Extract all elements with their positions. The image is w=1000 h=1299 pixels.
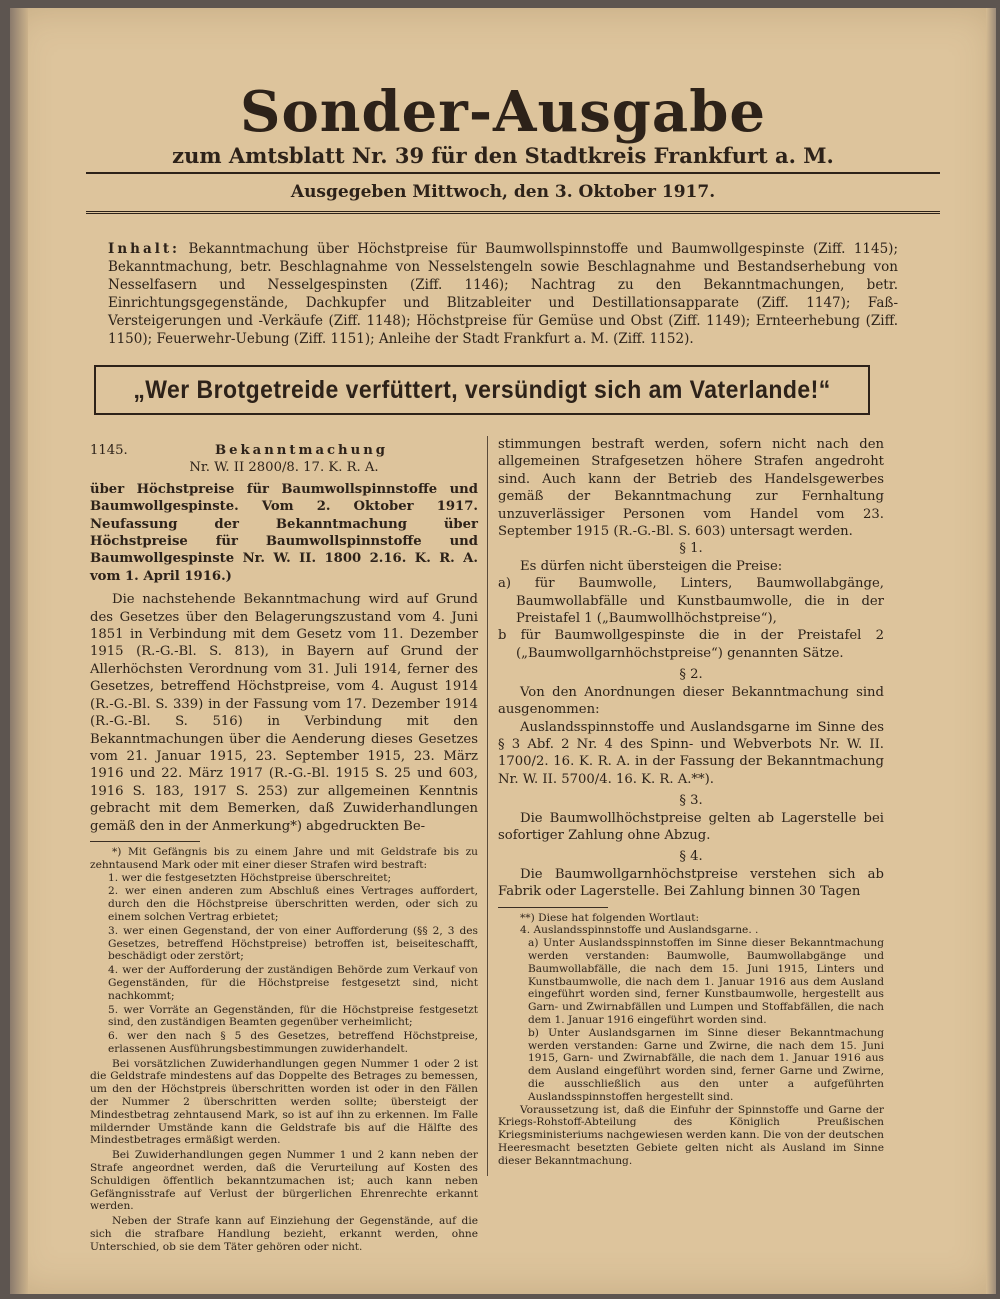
footnote-item: 4. wer der Aufforderung der zuständigen Behörde zum Verkauf von Gegenständen, für die Höchstpreise festgesetzt sind, nicht nachkommt;	[108, 964, 478, 1002]
contents-lead: Inhalt:	[108, 241, 181, 257]
section-4-text: Die Baumwollgarnhöchstpreise verstehen sich ab Fabrik oder Lagerstelle. Bei Zahlung binnen 30 Tagen	[498, 866, 884, 900]
footnote-2-intro: **) Diese hat folgenden Wortlaut:	[520, 911, 700, 924]
footnote-paragraph: Neben der Strafe kann auf Einziehung der Gegenstände, auf die sich die strafbare Handlung bezieht, erkannt werden, ohne Unterschied, ob sie dem Täter gehören oder nicht.	[90, 1215, 478, 1253]
section-3-text: Die Baumwollhöchstpreise gelten ab Lagerstelle bei sofortiger Zahlung ohne Abzug.	[498, 810, 884, 843]
footnote-2	[498, 912, 884, 1168]
footnote	[90, 846, 478, 1254]
column-divider	[487, 436, 488, 1176]
continuation-text: stimmungen bestraft werden, sofern nicht nach den allgemeinen Strafgesetzen höhere Strafen angedroht sind. Auch kann der Betrieb des Handelsgewerbes gemäß der Bekanntmachung zur Fernhaltung unzuverlässiger Personen vom Handel vom 23. September 1915 (R.-G.-Bl. S. 603) untersagt werden.	[498, 437, 884, 540]
section-3-title: § 3.	[679, 793, 703, 809]
section-2-intro: Von den Anordnungen dieser Bekanntmachung sind ausgenommen:	[498, 684, 884, 718]
header-double-rule	[86, 211, 940, 216]
footnote-2-item-b: b) Unter Auslandsgarnen im Sinne dieser Bekanntmachung werden verstanden: Garne und Zwirne, die nach dem 15. Juni 1915, Garn- und Zwirnabfälle, die nach dem 1. Januar 1916 aus dem Ausland eingeführt worden sind, ferner Garne und Zwirne, die ausschließlich aus den unter a aufgeführten Auslandsspinnstoffen hergestellt sind.	[528, 1026, 884, 1103]
motto-box	[94, 365, 870, 415]
notice-subject: über Höchstpreise für Baumwollspinnstoffe und Baumwollgespinste. Vom 2. Oktober 1917. Neufassung der Bekanntmachung über Höchstpreise für Baumwollspinnstoffe und Baumwollgespinste Nr. W. II. 1800 2.16. K. R. A. vom 1. April 1916.)	[90, 481, 478, 584]
footnote-paragraph: Bei Zuwiderhandlungen gegen Nummer 1 und 2 kann neben der Strafe angeordnet werden, daß die Verurteilung auf Kosten des Schuldigen öffentlich bekanntzumachen ist; auch kann neben Gefängnisstrafe auf Verlust der bürgerlichen Ehrenrechte erkannt werden.	[90, 1149, 478, 1213]
notice-body: Die nachstehende Bekanntmachung wird auf Grund des Gesetzes über den Belagerungszustand vom 4. Juni 1851 in Verbindung mit dem Gesetz vom 11. Dezember 1915 (R.-G.-Bl. S. 813), in Bayern auf Grund der Allerhöchsten Verordnung vom 31. Juli 1914, ferner des Gesetzes, betreffend Höchstpreise, vom 4. August 1914 (R.-G.-Bl. S. 339) in der Fassung vom 17. Dezember 1914 (R.-G.-Bl. S. 516) in Verbindung mit den Bekanntmachungen über die Aenderung dieses Gesetzes vom 21. Januar 1915, 23. September 1915, 23. März 1916 und 22. März 1917 (R.-G.-Bl. 1915 S. 25 und 603, 1916 S. 183, 1917 S. 253) zur allgemeinen Kenntnis gebracht mit dem Bemerken, daß Zuwiderhandlungen gemäß den in der Anmerkung*) abgedruckten Be-	[90, 592, 478, 834]
section-1-item-a: a) für Baumwolle, Linters, Baumwollabgänge, Baumwollabfälle und Kunstbaumwolle, die in der Preistafel 1 („Baumwollhöchstpreise“),	[498, 576, 884, 627]
document-page	[10, 8, 996, 1294]
footnote-2-paragraph: Voraussetzung ist, daß die Einfuhr der Spinnstoffe und Garne der Kriegs-Rohstoff-Abteilung des Königlich Preußischen Kriegsministeriums nachgewiesen werden kann. Die von der deutschen Heeresmacht besetzten Gebiete gelten nicht als Ausland im Sinne dieser Bekanntmachung.	[498, 1103, 884, 1167]
notice-reference: Nr. W. II 2800/8. 17. K. R. A.	[189, 460, 379, 476]
footnote-item: 6. wer den nach § 5 des Gesetzes, betreffend Höchstpreise, erlassenen Ausführungsbestimmungen zuwiderhandelt.	[108, 1030, 478, 1055]
footnote-item: 3. wer einen Gegenstand, der von einer Aufforderung (§§ 2, 3 des Gesetzes, betreffend Höchstpreise) betroffen ist, beiseiteschafft, beschädigt oder zerstört;	[108, 924, 478, 963]
table-of-contents	[108, 240, 898, 348]
issue-date: Ausgegeben Mittwoch, den 3. Oktober 1917.	[290, 182, 716, 202]
footnote-2-head: 4. Auslandsspinnstoffe und Auslandsgarne. .	[520, 924, 759, 937]
notice-number: 1145.	[90, 443, 128, 458]
footnote-2-item-a: a) Unter Auslandsspinnstoffen im Sinne dieser Bekanntmachung werden verstanden: Baumwolle, Baumwollabgänge und Baumwollabfälle, die nach dem 15. Juni 1915, Linters und Kunstbaumwolle, die nach dem 1. Januar 1916 aus dem Ausland eingeführt worden sind, ferner Kunstbaumwolle, hergestellt aus Garn- und Zwirnabfällen und Lumpen und Stoffabfällen, die nach dem 1. Januar 1916 eingeführt worden sind.	[528, 937, 884, 1026]
contents-text: Bekanntmachung über Höchstpreise für Baumwollspinnstoffe und Baumwollgespinste (Ziff. 1145); Bekanntmachung, betr. Beschlagnahme von Nesselstengeln sowie Beschlagnahme und Bestandserhebung von Nesselfasern und Nesselgespinsten (Ziff. 1146); Nachtrag zu den Bekanntmachungen, betr. Einrichtungsgegenstände, Dachkupfer und Blitzableiter und Destillationsapparate (Ziff. 1147); Faß-Versteigerungen und -Verkäufe (Ziff. 1148); Höchstpreise für Gemüse und Obst (Ziff. 1149); Ernteerhebung (Ziff. 1150); Feuerwehr-Uebung (Ziff. 1151); Anleihe der Stadt Frankfurt a. M. (Ziff. 1152).	[108, 241, 898, 347]
left-column	[90, 442, 478, 1254]
footnote-paragraph: Bei vorsätzlichen Zuwiderhandlungen gegen Nummer 1 oder 2 ist die Geldstrafe mindestens auf das Doppelte des Betrages zu bemessen, um den der Höchstpreis überschritten worden ist oder in den Fällen der Nummer 2 überschritten werden sollte; übersteigt der Mindestbetrag zehntausend Mark, so ist auf ihn zu erkennen. Im Falle mildernder Umstände kann die Geldstrafe bis auf die Hälfte des Mindestbetrages ermäßigt werden.	[90, 1057, 478, 1147]
footnote-item: 5. wer Vorräte an Gegenständen, für die Höchstpreise festgesetzt sind, den zuständigen Beamten gegenüber verheimlicht;	[108, 1003, 478, 1029]
footnote-rule	[90, 841, 200, 842]
section-1-item-b: b für Baumwollgespinste die in der Preistafel 2 („Baumwollgarnhöchstpreise“) genannten Sätze.	[498, 628, 884, 661]
footnote-intro: *) Mit Gefängnis bis zu einem Jahre und mit Geldstrafe bis zu zehntausend Mark oder mit einer dieser Strafen wird bestraft:	[90, 845, 478, 871]
section-1-intro: Es dürfen nicht übersteigen die Preise:	[520, 558, 783, 574]
section-2-title: § 2.	[679, 667, 703, 683]
right-column	[498, 436, 884, 1168]
footnote-rule	[498, 907, 608, 908]
page-subtitle: zum Amtsblatt Nr. 39 für den Stadtkreis Frankfurt a. M.	[172, 143, 834, 168]
section-2-text: Auslandsspinnstoffe und Auslandsgarne im Sinne des § 3 Abf. 2 Nr. 4 des Spinn- und Webverbots Nr. W. II. 1700/2. 16. K. R. A. in der Fassung der Bekanntmachung Nr. W. II. 5700/4. 16. K. R. A.**).	[498, 719, 884, 787]
section-4-title: § 4.	[679, 849, 703, 865]
footnote-item: 2. wer einen anderen zum Abschluß eines Vertrages auffordert, durch den die Höchstpreise überschritten werden, oder sich zu einem solchen Vertrag erbietet;	[108, 885, 478, 923]
footnote-item: 1. wer die festgesetzten Höchstpreise überschreitet;	[108, 871, 392, 884]
section-1-title: § 1.	[679, 541, 703, 557]
page-title: Sonder-Ausgabe	[240, 79, 766, 145]
motto-text: „Wer Brotgetreide verfüttert, versündigt sich am Vaterlande!“	[133, 375, 831, 404]
header-rule	[86, 172, 940, 174]
notice-header	[90, 442, 478, 459]
notice-heading: Bekanntmachung	[215, 443, 388, 458]
footnote-list	[90, 872, 478, 1056]
